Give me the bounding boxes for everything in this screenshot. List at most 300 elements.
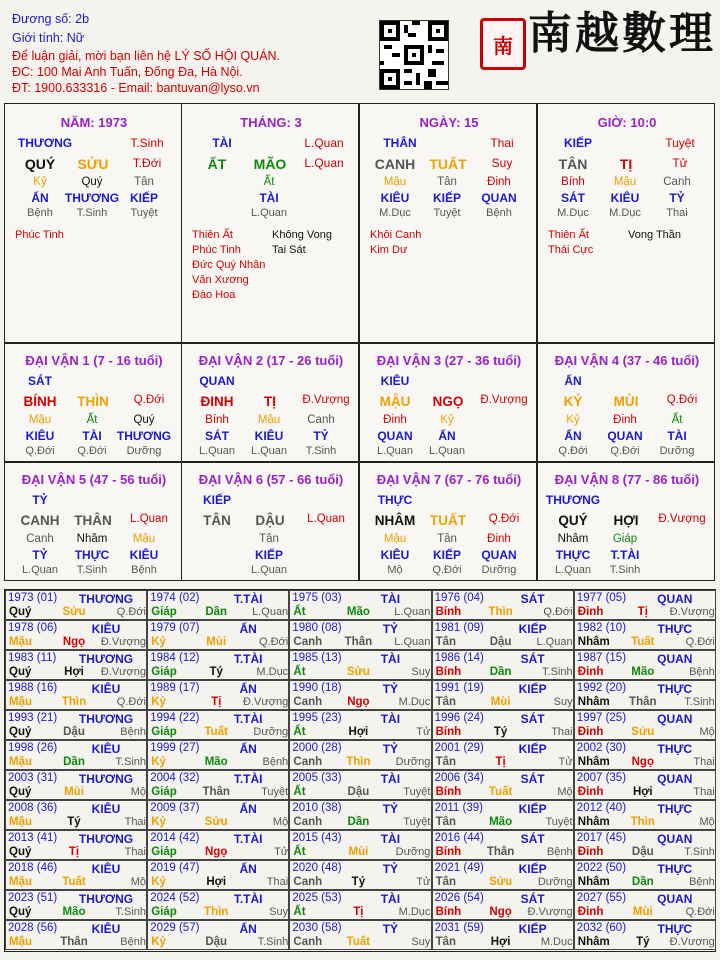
year-stem: Quý xyxy=(9,606,32,618)
year-label: 2000 (28) xyxy=(292,742,342,754)
pillar-title: NĂM: 1973 xyxy=(60,115,128,130)
year-cell xyxy=(574,860,716,890)
year-stem: Giáp xyxy=(151,906,177,918)
luck-hidden-stem: Bính xyxy=(205,414,229,426)
branch-stage: T.Đới xyxy=(132,156,162,170)
year-stem: Tân xyxy=(435,636,457,648)
year-ten-god: SÁT xyxy=(520,712,545,726)
hidden-stage: M.Dục xyxy=(609,207,641,219)
luck-branch: HỢI xyxy=(613,513,639,528)
year-ten-god: ẤN xyxy=(239,922,257,936)
year-cell xyxy=(432,650,574,680)
hidden-stage: Tuyệt xyxy=(433,207,461,219)
year-stage: Tử xyxy=(274,846,289,858)
luck-hidden-stage: Dưỡng xyxy=(481,564,517,576)
year-label: 2031 (59) xyxy=(434,922,484,934)
year-cell xyxy=(289,740,431,770)
year-cell xyxy=(432,740,574,770)
year-stage: Q.Đới xyxy=(543,606,573,618)
luck-hidden-stem: Canh xyxy=(307,414,335,426)
luck-hidden-stage: Q.Đới xyxy=(558,445,588,457)
year-label: 2024 (52) xyxy=(150,892,200,904)
branch-stage: Tử xyxy=(672,156,688,170)
luck-hidden-stem: Ất xyxy=(86,414,98,426)
hidden-god: TỶ xyxy=(669,191,685,205)
hidden-god: THƯƠNG xyxy=(64,191,120,205)
star-right: Vong Thần xyxy=(628,229,682,241)
year-ten-god: THỰC xyxy=(657,622,693,636)
year-label: 2020 (48) xyxy=(292,862,342,874)
year-stage: Tử xyxy=(416,876,431,888)
luck-stage: Đ.Vượng xyxy=(658,513,706,525)
year-ten-god: T.TÀI xyxy=(233,592,263,606)
branch-stage: L.Quan xyxy=(304,156,344,170)
year-stem: Nhâm xyxy=(577,816,610,828)
branch-stage: Suy xyxy=(491,156,513,170)
year-stem: Canh xyxy=(293,636,323,648)
year-branch: Hợi xyxy=(490,936,511,948)
year-label: 1979 (07) xyxy=(150,622,200,634)
luck-hidden-stem: Nhâm xyxy=(76,533,108,545)
pillar-title: NGÀY: 15 xyxy=(419,115,479,130)
year-label: 1988 (16) xyxy=(8,682,58,694)
year-ten-god: KIÊU xyxy=(91,802,121,816)
year-stage: Tuyệt xyxy=(403,816,431,828)
year-branch: Mùi xyxy=(632,906,653,918)
pillar-box xyxy=(537,103,715,343)
year-ten-god: TÀI xyxy=(380,652,401,666)
luck-hidden-stem: Kỷ xyxy=(440,414,454,426)
year-branch: Mùi xyxy=(490,696,511,708)
year-branch: Tuất xyxy=(631,636,655,648)
year-stage: L.Quan xyxy=(394,636,431,648)
luck-hidden-stem: Giáp xyxy=(612,533,638,545)
luck-stem: MẬU xyxy=(379,394,411,409)
year-cell xyxy=(574,800,716,830)
year-cell xyxy=(147,740,289,770)
year-label: 2005 (33) xyxy=(292,772,342,784)
year-stage: Bệnh xyxy=(120,726,146,738)
year-label: 2025 (53) xyxy=(292,892,342,904)
hidden-stem: Quý xyxy=(81,176,103,188)
year-stage: Mộ xyxy=(130,876,146,888)
year-label: 1986 (14) xyxy=(434,652,484,664)
year-ten-god: KIÊU xyxy=(91,862,121,876)
year-branch: Tý xyxy=(493,726,508,738)
year-cell xyxy=(289,770,431,800)
earthly-branch: TỊ xyxy=(619,156,633,172)
year-stage: Mộ xyxy=(557,786,573,798)
ten-god-label: THÂN xyxy=(383,136,417,150)
year-branch: Ngọ xyxy=(489,906,512,918)
luck-hidden-stage: Q.Đới xyxy=(25,445,55,457)
luck-branch: DẬU xyxy=(255,513,285,528)
year-stem: Bính xyxy=(435,726,462,738)
year-stage: Đ.Vượng xyxy=(527,906,573,918)
year-stem: Ất xyxy=(293,846,306,858)
year-ten-god: SÁT xyxy=(520,772,545,786)
year-cell xyxy=(5,770,147,800)
year-branch: Mão xyxy=(62,906,86,918)
luck-period-box xyxy=(4,343,182,462)
year-cell xyxy=(289,890,431,920)
year-branch: Dậu xyxy=(347,786,370,798)
year-cell xyxy=(5,800,147,830)
year-ten-god: KIÊU xyxy=(91,742,121,756)
year-label: 2030 (58) xyxy=(292,922,342,934)
year-label: 1978 (06) xyxy=(8,622,58,634)
year-ten-god: KIẾP xyxy=(518,862,547,876)
year-stem: Ất xyxy=(293,666,306,678)
hidden-stage: M.Dục xyxy=(557,207,589,219)
hidden-stem: Mậu xyxy=(613,176,637,188)
luck-branch: MÙI xyxy=(613,394,639,409)
header xyxy=(0,0,720,100)
year-label: 2003 (31) xyxy=(8,772,58,784)
pillar-box xyxy=(181,103,359,343)
year-branch: Dần xyxy=(63,756,85,768)
year-ten-god: THƯƠNG xyxy=(78,592,134,606)
year-stage: Thai xyxy=(693,756,715,768)
year-branch: Thìn xyxy=(204,906,229,918)
year-cell xyxy=(574,590,716,620)
year-stem: Tân xyxy=(435,816,457,828)
year-cell xyxy=(147,620,289,650)
year-branch: Tuất xyxy=(62,876,86,888)
year-cell xyxy=(432,620,574,650)
year-stem: Tân xyxy=(435,936,457,948)
year-branch: Mùi xyxy=(64,786,84,798)
luck-hidden-god: SÁT xyxy=(205,429,229,443)
luck-ten-god: KIẾP xyxy=(202,493,231,507)
hidden-stem: Tân xyxy=(134,176,154,188)
hidden-god: TÀI xyxy=(259,191,279,205)
year-stem: Nhâm xyxy=(577,936,610,948)
year-branch: Tuất xyxy=(204,726,228,738)
luck-hidden-god: KIÊU xyxy=(254,429,284,443)
pillar-title: GIỜ: 10:0 xyxy=(597,115,657,130)
year-label: 1991 (19) xyxy=(434,682,484,694)
year-stage: Suy xyxy=(411,666,431,678)
year-cell xyxy=(147,890,289,920)
year-ten-god: THỰC xyxy=(657,802,693,816)
luck-period-box xyxy=(359,343,537,462)
year-branch: Sửu xyxy=(489,876,513,888)
luck-hidden-god: TỶ xyxy=(32,548,48,562)
year-branch: Dậu xyxy=(489,636,512,648)
annual-table xyxy=(4,589,716,952)
year-ten-god: KIÊU xyxy=(91,682,121,696)
year-stem: Mậu xyxy=(9,816,32,828)
star-left: Phúc Tinh xyxy=(15,229,64,241)
year-label: 1989 (17) xyxy=(150,682,200,694)
year-ten-god: THỰC xyxy=(657,922,693,936)
hidden-stage: L.Quan xyxy=(250,207,288,219)
star-left: Đào Hoa xyxy=(192,289,236,301)
year-ten-god: TÀI xyxy=(380,712,401,726)
year-cell xyxy=(147,800,289,830)
year-cell xyxy=(147,920,289,950)
year-stem: Quý xyxy=(9,906,32,918)
year-cell xyxy=(289,830,431,860)
year-stem: Canh xyxy=(293,936,323,948)
year-ten-god: TỶ xyxy=(382,622,399,636)
year-label: 1987 (15) xyxy=(576,652,627,664)
year-branch: Hợi xyxy=(632,786,653,798)
year-stem: Kỷ xyxy=(151,696,166,708)
luck-hidden-stage: Dưỡng xyxy=(659,445,695,457)
year-stem: Mậu xyxy=(9,636,32,648)
year-cell xyxy=(432,920,574,950)
year-ten-god: QUAN xyxy=(657,772,693,786)
luck-hidden-stem: Đinh xyxy=(487,533,511,545)
year-branch: Tý xyxy=(351,876,366,888)
luck-hidden-god: THƯƠNG xyxy=(116,429,172,443)
year-label: 2006 (34) xyxy=(434,772,484,784)
year-label: 2029 (57) xyxy=(150,922,200,934)
luck-ten-god: QUAN xyxy=(199,374,235,388)
year-cell xyxy=(289,590,431,620)
gender: Giới tính: Nữ xyxy=(12,31,85,45)
luck-hidden-stage: T.Sinh xyxy=(609,564,641,576)
luck-period-title: ĐẠI VẬN 8 (77 - 86 tuổi) xyxy=(554,472,700,487)
year-stem: Tân xyxy=(435,876,457,888)
luck-period-box xyxy=(359,462,537,581)
year-cell xyxy=(574,770,716,800)
star-left: Khôi Canh xyxy=(370,229,422,241)
year-cell xyxy=(289,800,431,830)
year-ten-god: ẤN xyxy=(239,742,257,756)
luck-stage: Q.Đới xyxy=(666,394,698,406)
luck-hidden-god: KIẾP xyxy=(432,548,461,562)
year-stage: M.Dục xyxy=(398,696,431,708)
luck-hidden-stage: L.Quan xyxy=(428,445,466,457)
luck-stage: Đ.Vượng xyxy=(302,394,350,406)
star-right: Không Vong xyxy=(272,229,332,241)
luck-stage: Đ.Vượng xyxy=(480,394,528,406)
year-stage: L.Quan xyxy=(394,606,431,618)
luck-period-title: ĐẠI VẬN 6 (57 - 66 tuổi) xyxy=(198,472,344,487)
luck-branch: TUẤT xyxy=(430,513,466,528)
luck-hidden-god: TỶ xyxy=(313,429,329,443)
year-cell xyxy=(5,830,147,860)
year-stage: T.Sinh xyxy=(684,696,715,708)
luck-branch: TỊ xyxy=(264,394,276,409)
year-ten-god: SÁT xyxy=(520,892,545,906)
luck-hidden-stem: Mậu xyxy=(132,533,156,545)
year-branch: Dậu xyxy=(631,846,654,858)
luck-hidden-god: TÀI xyxy=(82,429,102,443)
year-branch: Mão xyxy=(489,816,513,828)
year-ten-god: THƯƠNG xyxy=(78,892,134,906)
year-branch: Sửu xyxy=(631,726,655,738)
year-ten-god: TỶ xyxy=(382,922,399,936)
luck-hidden-stem: Đinh xyxy=(613,414,637,426)
contact-line: Để luận giải, mời bạn liên hệ LÝ SỐ HỘI QUÁN. xyxy=(12,49,281,63)
luck-hidden-stem: Đinh xyxy=(383,414,407,426)
year-stage: T.Sinh xyxy=(257,936,289,948)
luck-hidden-stage: Q.Đới xyxy=(432,564,462,576)
luck-hidden-stem: Tân xyxy=(437,533,457,545)
year-cell xyxy=(289,650,431,680)
year-stem: Bính xyxy=(435,786,462,798)
luck-branch: THÌN xyxy=(77,394,109,409)
year-stem: Kỷ xyxy=(151,756,166,768)
year-label: 2007 (35) xyxy=(576,772,627,784)
hidden-stage: Bệnh xyxy=(486,207,512,219)
year-label: 2015 (43) xyxy=(292,832,342,844)
year-label: 2018 (46) xyxy=(8,862,58,874)
luck-period-title: ĐẠI VẬN 4 (37 - 46 tuổi) xyxy=(554,353,700,368)
year-branch: Tị xyxy=(211,696,222,708)
year-branch: Thìn xyxy=(346,756,371,768)
stage-label: L.Quan xyxy=(304,136,344,150)
year-stem: Đinh xyxy=(577,726,604,738)
year-branch: Mùi xyxy=(348,846,369,858)
luck-hidden-god: KIÊU xyxy=(25,429,55,443)
pillar-box xyxy=(359,103,537,343)
year-label: 1975 (03) xyxy=(292,592,342,604)
year-stage: Bệnh xyxy=(120,936,146,948)
year-stage: Bệnh xyxy=(689,666,715,678)
year-stage: Mộ xyxy=(699,816,715,828)
luck-hidden-stem: Canh xyxy=(26,533,54,545)
luck-hidden-stem: Quý xyxy=(133,414,155,426)
year-label: 2014 (42) xyxy=(150,832,200,844)
year-branch: Tý xyxy=(209,666,223,678)
luck-period-box xyxy=(537,343,715,462)
luck-period-box xyxy=(181,462,359,581)
year-branch: Hợi xyxy=(64,666,84,678)
hidden-stage: Tuyệt xyxy=(130,207,158,219)
year-branch: Ngọ xyxy=(205,846,228,858)
luck-stem: ĐINH xyxy=(200,394,234,409)
year-ten-god: ẤN xyxy=(239,862,257,876)
year-ten-god: KIẾP xyxy=(518,802,547,816)
year-ten-god: ẤN xyxy=(239,802,257,816)
year-branch: Hợi xyxy=(348,726,369,738)
year-ten-god: ẤN xyxy=(239,622,257,636)
year-cell xyxy=(147,830,289,860)
year-cell xyxy=(5,620,147,650)
year-cell xyxy=(432,710,574,740)
seal-stamp-icon: 南 xyxy=(480,18,526,70)
year-ten-god: T.TÀI xyxy=(233,772,263,786)
year-branch: Dần xyxy=(205,606,228,618)
luck-hidden-stage: L.Quan xyxy=(21,564,59,576)
year-cell xyxy=(289,710,431,740)
luck-hidden-stem: Mậu xyxy=(28,414,52,426)
heavenly-stem: TÂN xyxy=(558,156,588,172)
year-stem: Giáp xyxy=(151,606,177,618)
year-branch: Mão xyxy=(346,606,370,618)
hidden-god: SÁT xyxy=(561,191,585,205)
year-cell xyxy=(289,620,431,650)
luck-hidden-stage: Q.Đới xyxy=(77,445,107,457)
pillar-box xyxy=(4,103,182,343)
year-branch: Tý xyxy=(636,936,650,948)
year-ten-god: QUAN xyxy=(657,592,693,606)
year-branch: Mùi xyxy=(206,636,227,648)
year-stem: Canh xyxy=(293,696,323,708)
year-label: 1976 (04) xyxy=(434,592,484,604)
year-stem: Kỷ xyxy=(151,936,166,948)
year-stem: Quý xyxy=(9,726,32,738)
year-branch: Dậu xyxy=(63,726,85,738)
hidden-stem: Bính xyxy=(561,176,585,188)
year-label: 1974 (02) xyxy=(150,592,200,604)
luck-hidden-god: QUAN xyxy=(607,429,643,443)
year-ten-god: QUAN xyxy=(657,892,693,906)
year-branch: Tuất xyxy=(346,936,371,948)
luck-hidden-stage: Q.Đới xyxy=(610,445,640,457)
year-stem: Bính xyxy=(435,846,462,858)
year-ten-god: KIÊU xyxy=(91,622,121,636)
year-branch: Thìn xyxy=(61,696,87,708)
luck-hidden-stage: Bệnh xyxy=(131,564,157,576)
year-ten-god: TỶ xyxy=(382,802,399,816)
hidden-stage: Bệnh xyxy=(27,207,53,219)
luck-stem: KỶ xyxy=(563,394,583,409)
year-ten-god: T.TÀI xyxy=(233,892,263,906)
luck-hidden-stage: L.Quan xyxy=(376,445,414,457)
year-label: 1996 (24) xyxy=(434,712,484,724)
luck-hidden-god: QUAN xyxy=(481,548,517,562)
hidden-god: QUAN xyxy=(481,191,517,205)
year-cell xyxy=(5,710,147,740)
year-stem: Nhâm xyxy=(577,756,610,768)
year-cell xyxy=(289,920,431,950)
year-stem: Giáp xyxy=(151,786,177,798)
year-stage: Đ.Vượng xyxy=(669,606,715,618)
year-ten-god: TỶ xyxy=(382,682,399,696)
year-stage: Mộ xyxy=(272,816,289,828)
luck-stage: Q.Đới xyxy=(488,513,520,525)
year-stem: Kỷ xyxy=(151,876,166,888)
phone-email-line: ĐT: 1900.633316 - Email: bantuvan@lyso.vn xyxy=(12,81,260,95)
hidden-stem: Tân xyxy=(437,176,457,188)
year-stage: Dưỡng xyxy=(395,846,431,858)
stage-label: T.Sinh xyxy=(130,136,164,150)
luck-ten-god: THỰC xyxy=(377,493,413,507)
year-ten-god: SÁT xyxy=(520,592,545,606)
year-label: 2021 (49) xyxy=(434,862,484,874)
year-label: 2022 (50) xyxy=(576,862,627,874)
year-cell xyxy=(147,860,289,890)
year-branch: Tị xyxy=(68,846,80,858)
year-branch: Ngọ xyxy=(62,636,86,648)
luck-ten-god: SÁT xyxy=(28,374,52,388)
year-cell xyxy=(574,620,716,650)
year-stage: Tuyệt xyxy=(261,786,289,798)
year-stage: Tử xyxy=(416,726,431,738)
year-ten-god: ẤN xyxy=(239,682,257,696)
year-cell xyxy=(432,860,574,890)
year-ten-god: T.TÀI xyxy=(233,712,263,726)
year-ten-god: TÀI xyxy=(380,592,401,606)
year-cell xyxy=(574,890,716,920)
year-cell xyxy=(147,770,289,800)
year-label: 1992 (20) xyxy=(576,682,627,694)
year-ten-god: KIẾP xyxy=(518,682,547,696)
year-stem: Mậu xyxy=(9,696,32,708)
year-cell xyxy=(147,650,289,680)
year-label: 1984 (12) xyxy=(150,652,200,664)
luck-branch: NGỌ xyxy=(432,394,464,409)
year-branch: Ngọ xyxy=(347,696,370,708)
year-label: 2004 (32) xyxy=(150,772,200,784)
year-stem: Canh xyxy=(293,756,323,768)
